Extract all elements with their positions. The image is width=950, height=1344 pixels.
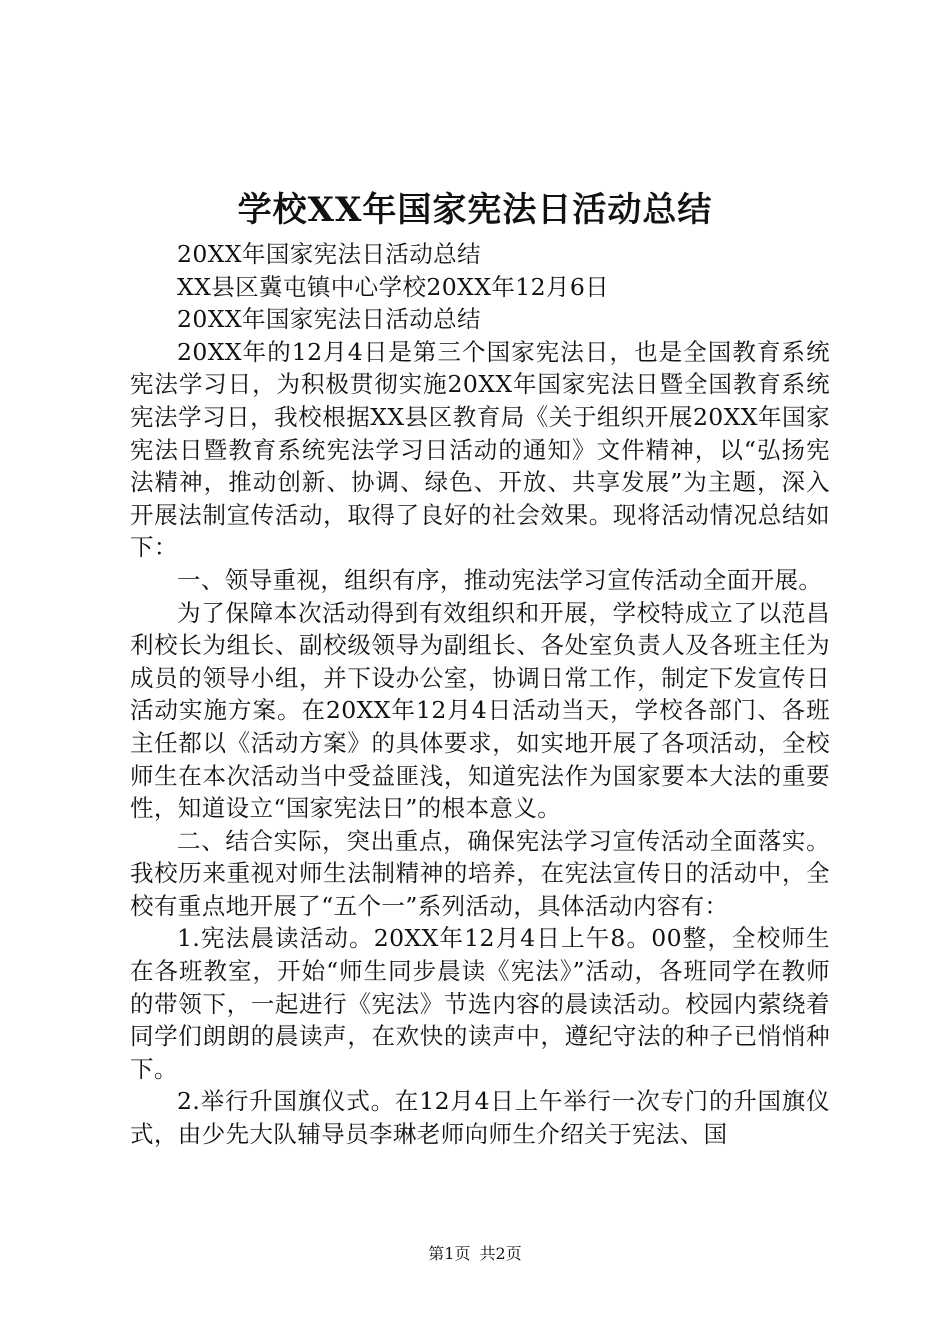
paragraph-intro: 20XX年的12月4日是第三个国家宪法日，也是全国教育系统宪法学习日，为积极贯彻实施20XX年国家宪法日暨全国教育系统宪法学习日，我校根据XX县区教育局《关于组织开展20XX年国家宪法日暨教育系统宪法学习日活动的通知》文件精神，以“弘扬宪法精神，推动创新、协调、绿色、开放、共享发展”为主题，深入开展法制宣传活动，取得了良好的社会效果。现将活动情况总结如下： [130,337,830,562]
page-total: 共2页 [479,1244,522,1263]
document-title: 学校XX年国家宪法日活动总结 [237,190,713,230]
paragraph-heading-repeat: 20XX年国家宪法日活动总结 [177,305,481,334]
section-heading-one: 一、领导重视，组织有序，推动宪法学习宣传活动全面开展。 [177,565,823,594]
page-number: 第1页 [428,1244,471,1263]
list-item-morning-reading: 1.宪法晨读活动。20XX年12月4日上午8。00整，全校师生在各班教室，开始“师生同步晨读《宪法》”活动，各班同学在教师的带领下，一起进行《宪法》节选内容的晨读活动。校园内萦绕着同学们朗朗的晨读声，在欢快的读声中，遵纪守法的种子已悄悄种下。 [130,924,830,1083]
paragraph-author-date: XX县区冀屯镇中心学校20XX年12月6日 [177,272,610,301]
list-item-flag-ceremony: 2.举行升国旗仪式。在12月4日上午举行一次专门的升国旗仪式，由少先大队辅导员李琳老师向师生介绍关于宪法、国 [130,1087,830,1149]
paragraph-section-one: 为了保障本次活动得到有效组织和开展，学校特成立了以范昌利校长为组长、副校级领导为副组长、各处室负责人及各班主任为成员的领导小组，并下设办公室，协调日常工作，制定下发宣传日活动实施方案。在20XX年12月4日活动当天，学校各部门、各班主任都以《活动方案》的具体要求，如实地开展了各项活动，全校师生在本次活动当中受益匪浅，知道宪法作为国家要本大法的重要性，知道设立“国家宪法日”的根本意义。 [130,598,830,823]
document-body [130,238,830,1151]
page-footer [0,1242,950,1266]
section-heading-two: 二、结合实际，突出重点，确保宪法学习宣传活动全面落实。我校历来重视对师生法制精神的培养，在宪法宣传日的活动中，全校有重点地开展了“五个一”系列活动，具体活动内容有： [130,826,830,920]
paragraph-subtitle: 20XX年国家宪法日活动总结 [177,240,481,268]
